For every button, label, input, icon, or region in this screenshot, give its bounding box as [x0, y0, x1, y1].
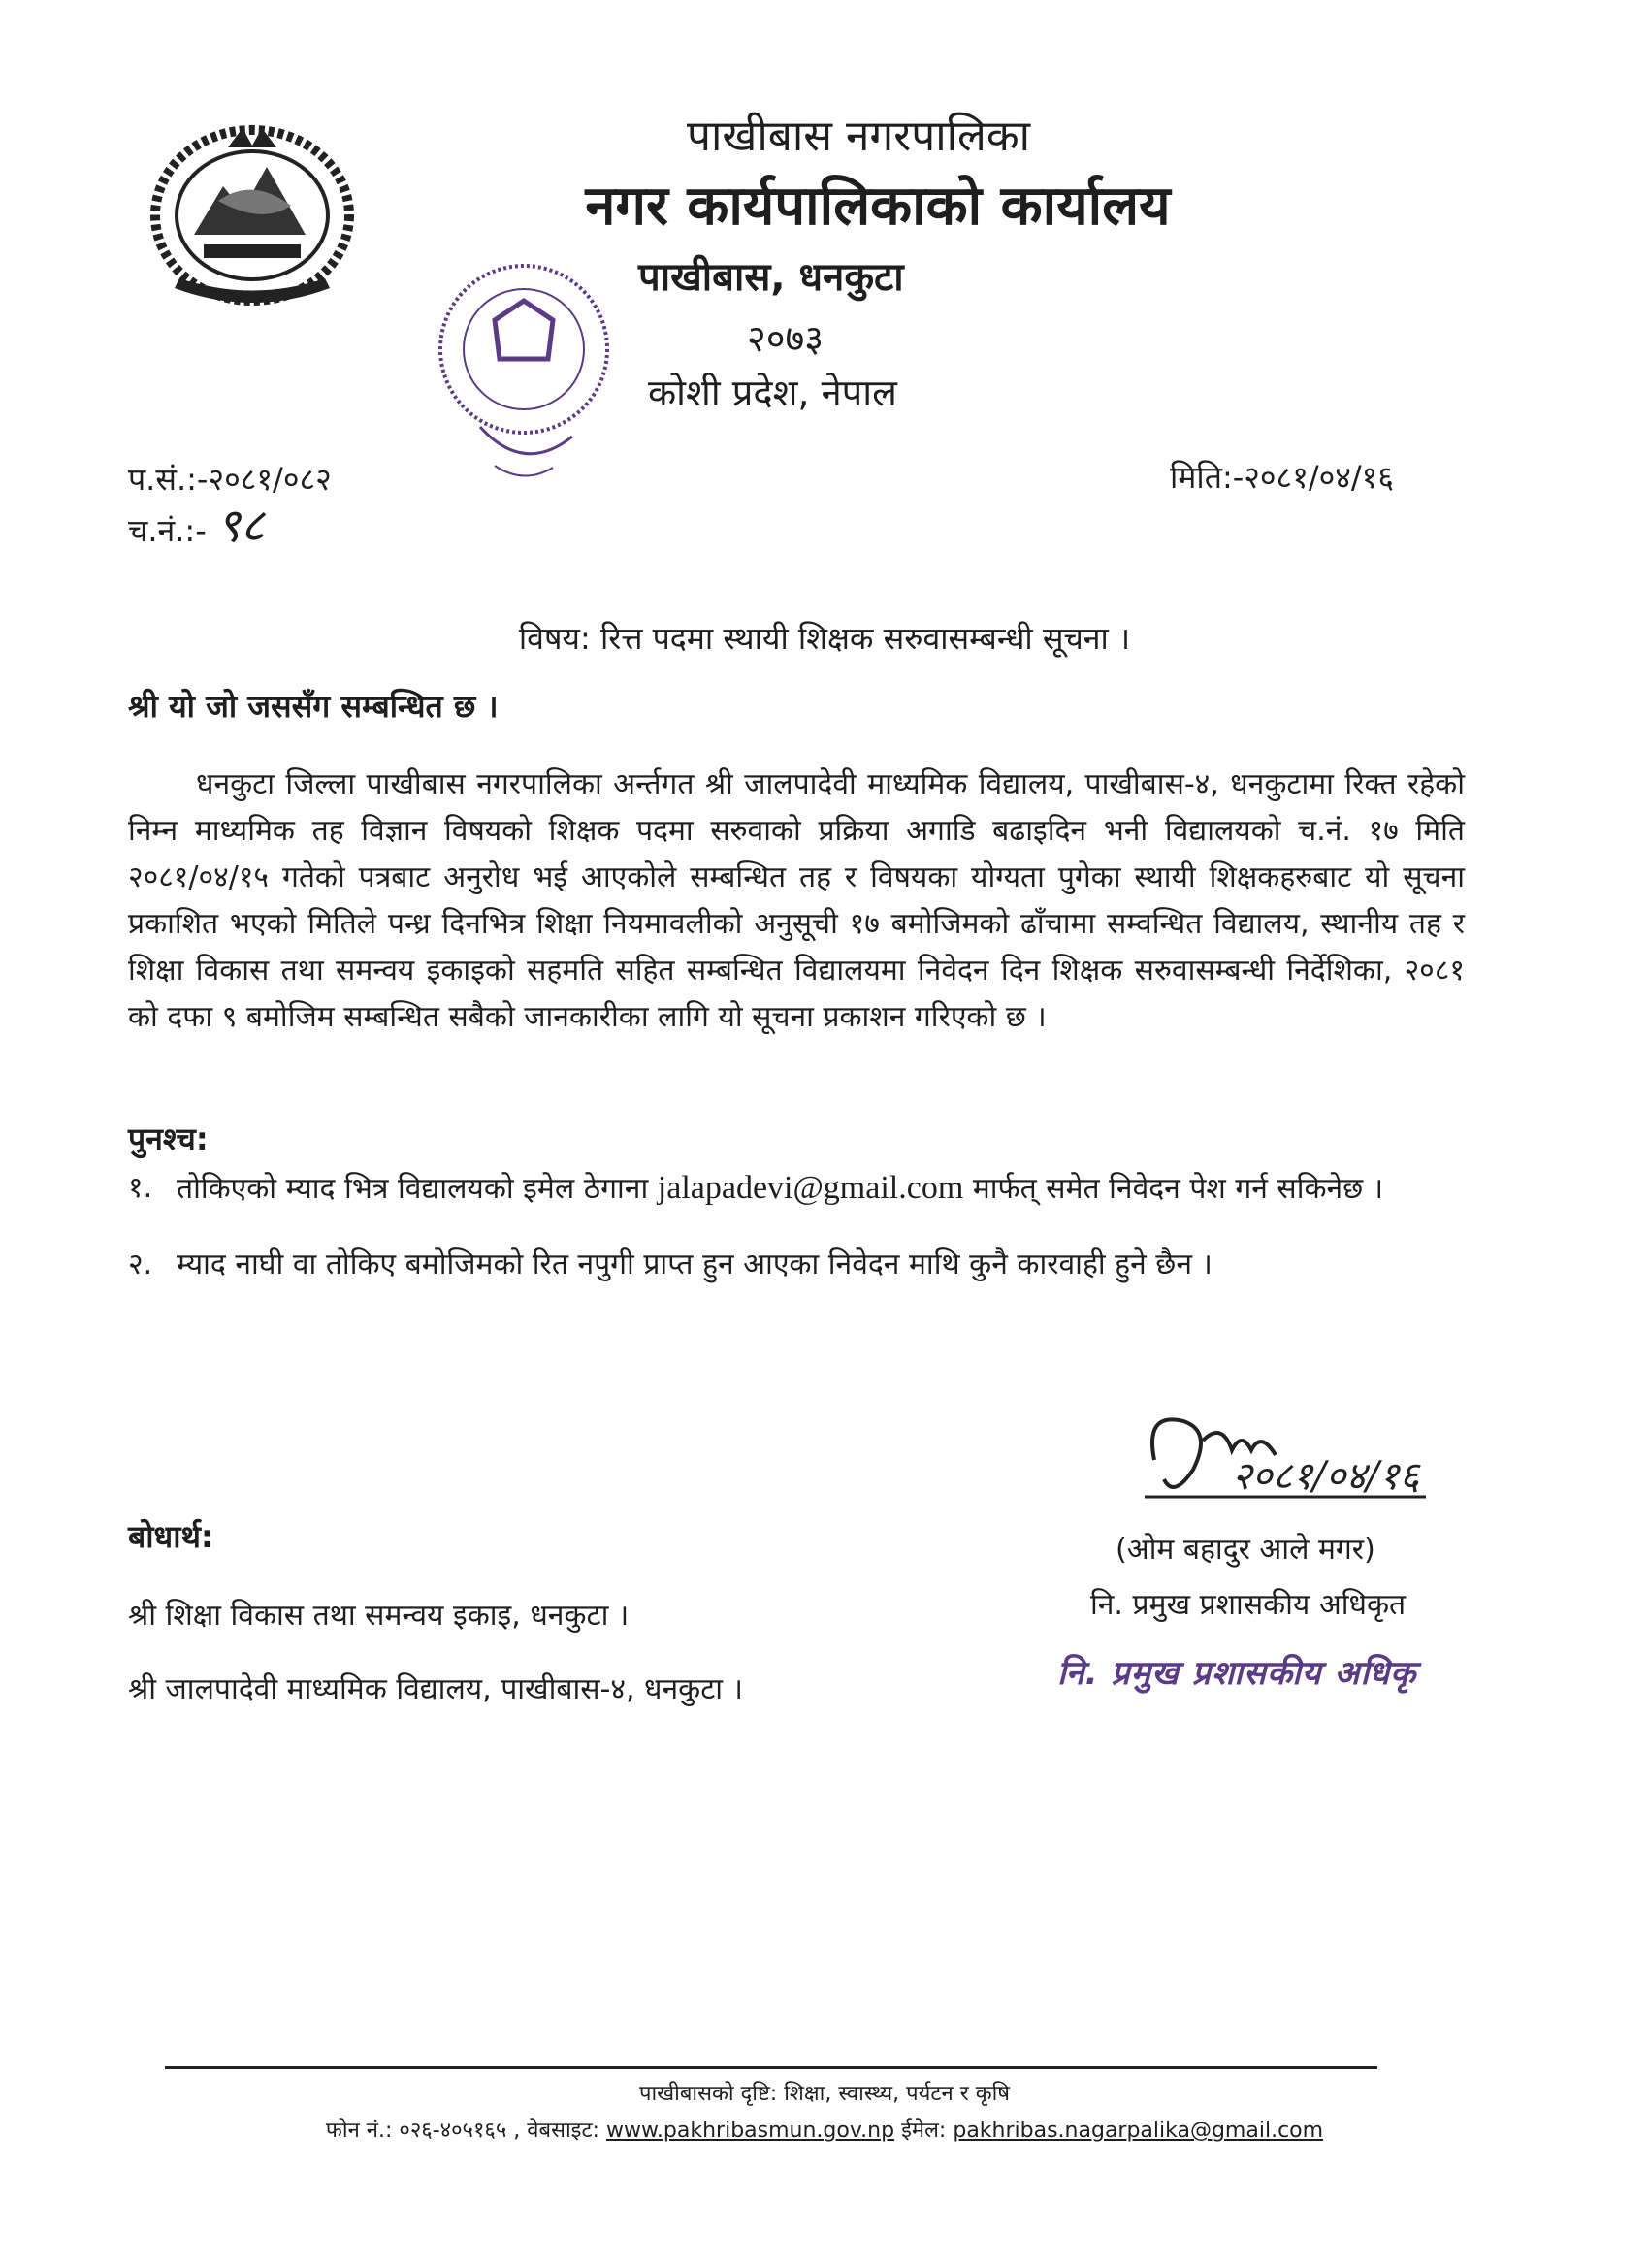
body-paragraph: धनकुटा जिल्ला पाखीबास नगरपालिका अर्न्तगत श्री जालपादेवी माध्यमिक विद्यालय, पाखीबास-४, धनकुटामा रिक्त रहेको निम्न माध्यमिक तह विज्ञान विषयको शिक्षक पदमा सरुवाको प्रक्रिया अगाडि बढाइदिन भनी विद्यालयको च.नं. १७ मिति २०८१/०४/१५ गतेको पत्रबाट अनुरोध भई आएकोले सम्बन्धित तह र विषयका योग्यता पुगेका स्थायी शिक्षकहरुबाट यो सूचना प्रकाशित भएको मितिले पन्ध्र दिनभित्र शिक्षा नियमावलीको अनुसूची १७ बमोजिमको ढाँचामा सम्वन्धित विद्यालय, स्थानीय तह र शिक्षा विकास तथा समन्वय इकाइको सहमति सहित सम्बन्धित विद्यालयमा निवेदन दिन शिक्षक सरुवासम्बन्धी निर्देशिका, २०८१ को दफा ९ बमोजिम सम्बन्धित सबैको जानकारीका लागि यो सूचना प्रकाशन गरिएको छ ।: [128, 767, 1466, 1034]
office-name: नगर कार्यपालिकाको कार्यालय: [585, 175, 1171, 238]
municipality-name: पाखीबास नगरपालिका: [686, 112, 1031, 161]
footer-contact: [0, 2115, 1649, 2144]
footer-phone: फोन नं.: ०२६-४०५१६५ , वेबसाइट:: [325, 2119, 599, 2143]
handwritten-signature-icon: [1116, 1392, 1484, 1528]
letter-number: प.सं.:-२०८१/०८२: [128, 461, 332, 498]
postscript-list: [128, 1164, 1467, 1316]
list-item: श्री जालपादेवी माध्यमिक विद्यालय, पाखीबास-४, धनकुटा ।: [128, 1672, 743, 1706]
signature-date: २०८१/०४/१६: [1232, 1454, 1420, 1499]
signatory-name: (ओम बहादुर आले मगर): [1116, 1533, 1375, 1567]
footer-divider: [165, 2066, 1377, 2069]
cc-label: बोधार्थ:: [128, 1518, 213, 1555]
footer-email-label: ईमेल:: [901, 2119, 947, 2143]
subject-line: विषय: रित्त पदमा स्थायी शिक्षक सरुवासम्बन्धी सूचना ।: [518, 620, 1131, 657]
letter-date: मिति:-२०८१/०४/१६: [1170, 459, 1394, 496]
reference-block: [128, 456, 332, 554]
list-item-text: म्याद नाघी वा तोकिए बमोजिमको रित नपुगी प्राप्त हुन आएका निवेदन माथि कुनै कारवाही हुने छैन ।: [177, 1247, 1212, 1281]
office-stamp-icon: [427, 243, 621, 514]
dispatch-value: ९८: [215, 499, 265, 553]
footer-website-link[interactable]: www.pakhribasmun.gov.np: [605, 2119, 895, 2143]
dispatch-label: च.नं.:-: [128, 512, 207, 549]
list-item-text: तोकिएको म्याद भित्र विद्यालयको इमेल ठेगाना: [177, 1172, 649, 1206]
school-email-link[interactable]: jalapadevi@gmail.com: [657, 1170, 964, 1206]
list-item-number: २.: [128, 1247, 153, 1281]
list-item-text: मार्फत् समेत निवेदन पेश गर्न सकिनेछ ।: [972, 1172, 1384, 1206]
footer-motto: पाखीबासको दृष्टि: शिक्षा, स्वास्थ्य, पर्यटन र कृषि: [638, 2082, 1011, 2106]
list-item: [128, 1164, 1467, 1214]
signatory-title: नि. प्रमुख प्रशासकीय अधिकृत: [1090, 1588, 1406, 1622]
office-address: पाखीबास, धनकुटा: [638, 255, 904, 300]
list-item-number: १.: [128, 1171, 153, 1205]
list-item: श्री शिक्षा विकास तथा समन्वय इकाइ, धनकुटा ।: [128, 1599, 630, 1633]
designation-stamp: नि. प्रमुख प्रशासकीय अधिकृ: [1057, 1654, 1417, 1693]
salutation: श्री यो जो जससँग सम्बन्धित छ ।: [128, 688, 499, 725]
footer-email-link[interactable]: pakhribas.nagarpalika@gmail.com: [953, 2119, 1324, 2143]
dispatch-number: [128, 499, 332, 554]
cc-list: [128, 1579, 743, 1727]
province-country: कोशी प्रदेश, नेपाल: [648, 372, 897, 414]
list-item: [128, 1241, 1467, 1289]
establishment-code: २०७३: [747, 317, 824, 360]
postscript-label: पुनश्च:: [128, 1120, 209, 1157]
